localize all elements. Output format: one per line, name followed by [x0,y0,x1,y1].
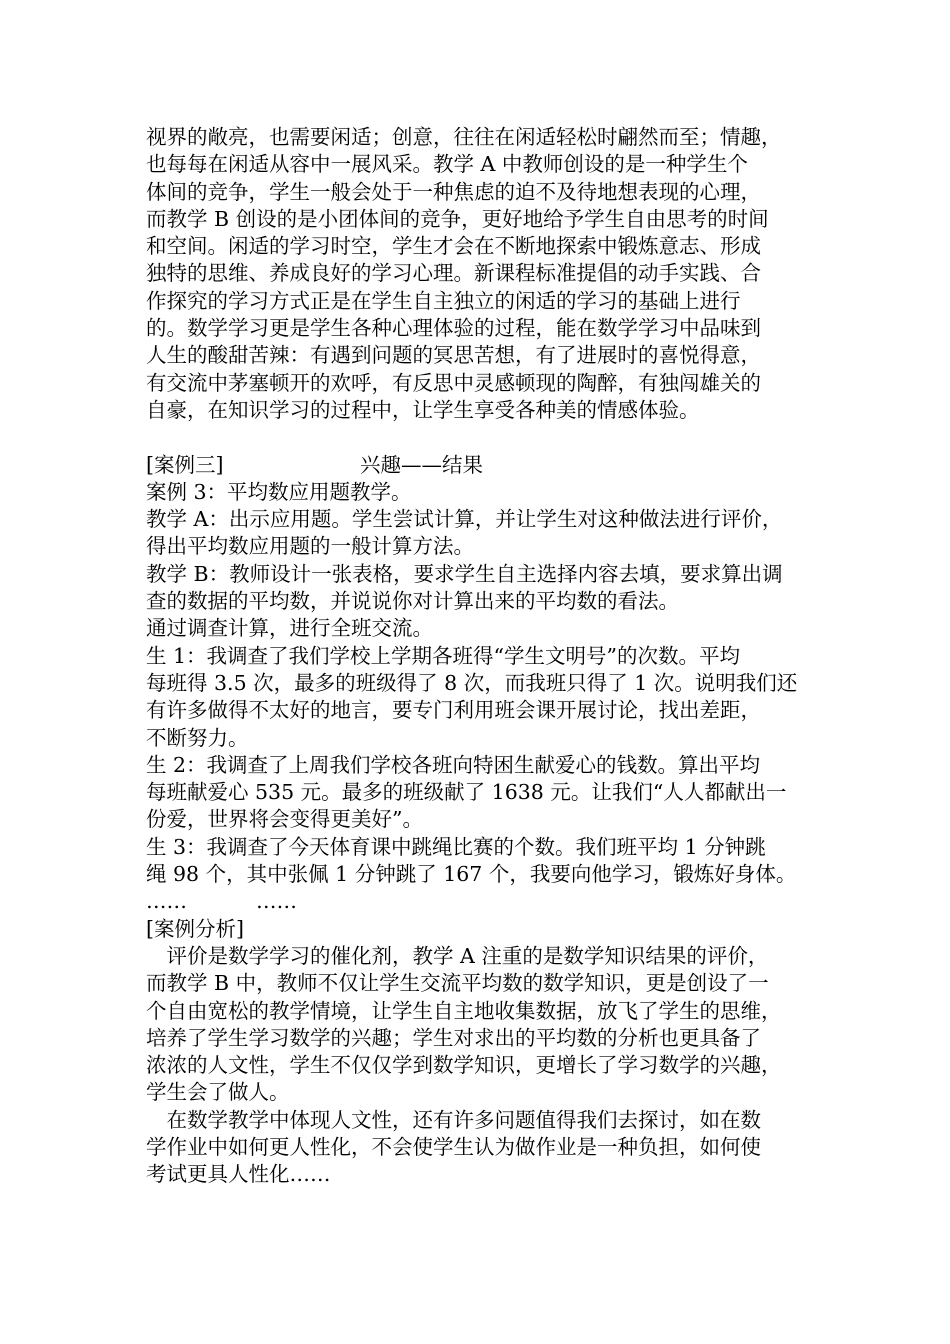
text-line: 学作业中如何更人性化，不会使学生认为做作业是一种负担，如何使 [146,1134,761,1159]
student-1-paragraph [146,643,816,752]
analysis-paragraph [146,943,816,1107]
case-heading: 兴趣——结果 [360,452,483,477]
intro-paragraph [146,124,816,424]
blank-line [146,424,816,451]
text-line: 浓浓的人文性，学生不仅仅学到数学知识，更增长了学习数学的兴趣， [146,1053,782,1078]
text-line: 也每每在闲适从容中一展风采。教学 A 中教师创设的是一种学生个 [146,152,748,177]
text-line: 教学 A：出示应用题。学生尝试计算，并让学生对这种做法进行评价， [146,507,783,532]
text-line: 有许多做得不太好的地言，要专门利用班会课开展讨论，找出差距， [146,698,761,723]
teaching-b-paragraph [146,561,816,616]
text-line: 体间的竞争，学生一般会处于一种焦虑的迫不及待地想表现的心理， [146,179,761,204]
ellipsis-right: …… [256,889,297,914]
text-line: 和空间。闲适的学习时空，学生才会在不断地探索中锻炼意志、形成 [146,234,761,259]
teaching-a-paragraph [146,506,816,561]
text-line: 每班得 3.5 次，最多的班级得了 8 次，而我班只得了 1 次。说明我们还 [146,670,798,695]
text-line: 绳 98 个，其中张佩 1 分钟跳了 167 个，我要向他学习，锻炼好身体。 [146,862,797,887]
text-line: 作探究的学习方式正是在学生自主独立的闲适的学习的基础上进行 [146,288,741,313]
text-line: 人生的酸甜苦辣：有遇到问题的冥思苦想，有了进展时的喜悦得意， [146,343,761,368]
text-line: 查的数据的平均数，并说说你对计算出来的平均数的看法。 [146,589,679,614]
case-title: 案例 3：平均数应用题教学。 [146,479,412,504]
text-line: 考试更具人性化…… [146,1162,331,1187]
text-line: 在数学教学中体现人文性，还有许多问题值得我们去探讨，如在数 [166,1107,761,1132]
case-label: [案例三] [146,452,224,477]
text-line: 得出平均数应用题的一般计算方法。 [146,534,474,559]
text-line: 生 1：我调查了我们学校上学期各班得“学生文明号”的次数。平均 [146,643,741,668]
text-line: 培养了学生学习数学的兴趣；学生对求出的平均数的分析也更具备了 [146,1025,761,1050]
text-line: 份爱，世界将会变得更美好”。 [146,807,423,832]
analysis-label: [案例分析] [146,916,244,941]
text-line: 而教学 B 创设的是小团体间的竞争，更好地给予学生自由思考的时间 [146,206,769,231]
document-page [146,124,816,1189]
student-3-paragraph [146,834,816,889]
text-line: 而教学 B 中，教师不仅让学生交流平均数的数学知识，更是创设了一 [146,971,769,996]
text-line: 有交流中茅塞顿开的欢呼，有反思中灵感顿现的陶醉，有独闯雄关的 [146,370,761,395]
text-line: 的。数学学习更是学生各种心理体验的过程，能在数学学习中品味到 [146,316,761,341]
text-line: 学生会了做人。 [146,1080,290,1105]
text-line: 个自由宽松的教学情境，让学生自主地收集数据，放飞了学生的思维， [146,998,782,1023]
survey-line: 通过调查计算，进行全班交流。 [146,616,433,641]
text-line: 自豪，在知识学习的过程中，让学生享受各种美的情感体验。 [146,397,700,422]
text-line: 评价是数学学习的催化剂，教学 A 注重的是数学知识结果的评价， [166,943,769,968]
text-line: 视界的敞亮，也需要闲适；创意，往往在闲适轻松时翩然而至；情趣， [146,125,782,149]
text-line: 生 2：我调查了上周我们学校各班向特困生献爱心的钱数。算出平均 [146,752,761,777]
ellipsis-left: …… [146,889,187,914]
case-header [146,452,816,479]
closing-paragraph [146,1107,816,1189]
text-line: 教学 B：教师设计一张表格，要求学生自主选择内容去填，要求算出调 [146,561,783,586]
text-line: 每班献爱心 535 元。最多的班级献了 1638 元。让我们“人人都献出一 [146,780,787,805]
text-line: 不断努力。 [146,725,249,750]
student-2-paragraph [146,752,816,834]
text-line: 生 3：我调查了今天体育课中跳绳比赛的个数。我们班平均 1 分钟跳 [146,834,766,859]
ellipsis-row [146,888,816,915]
text-line: 独特的思维、养成良好的学习心理。新课程标准提倡的动手实践、合 [146,261,761,286]
